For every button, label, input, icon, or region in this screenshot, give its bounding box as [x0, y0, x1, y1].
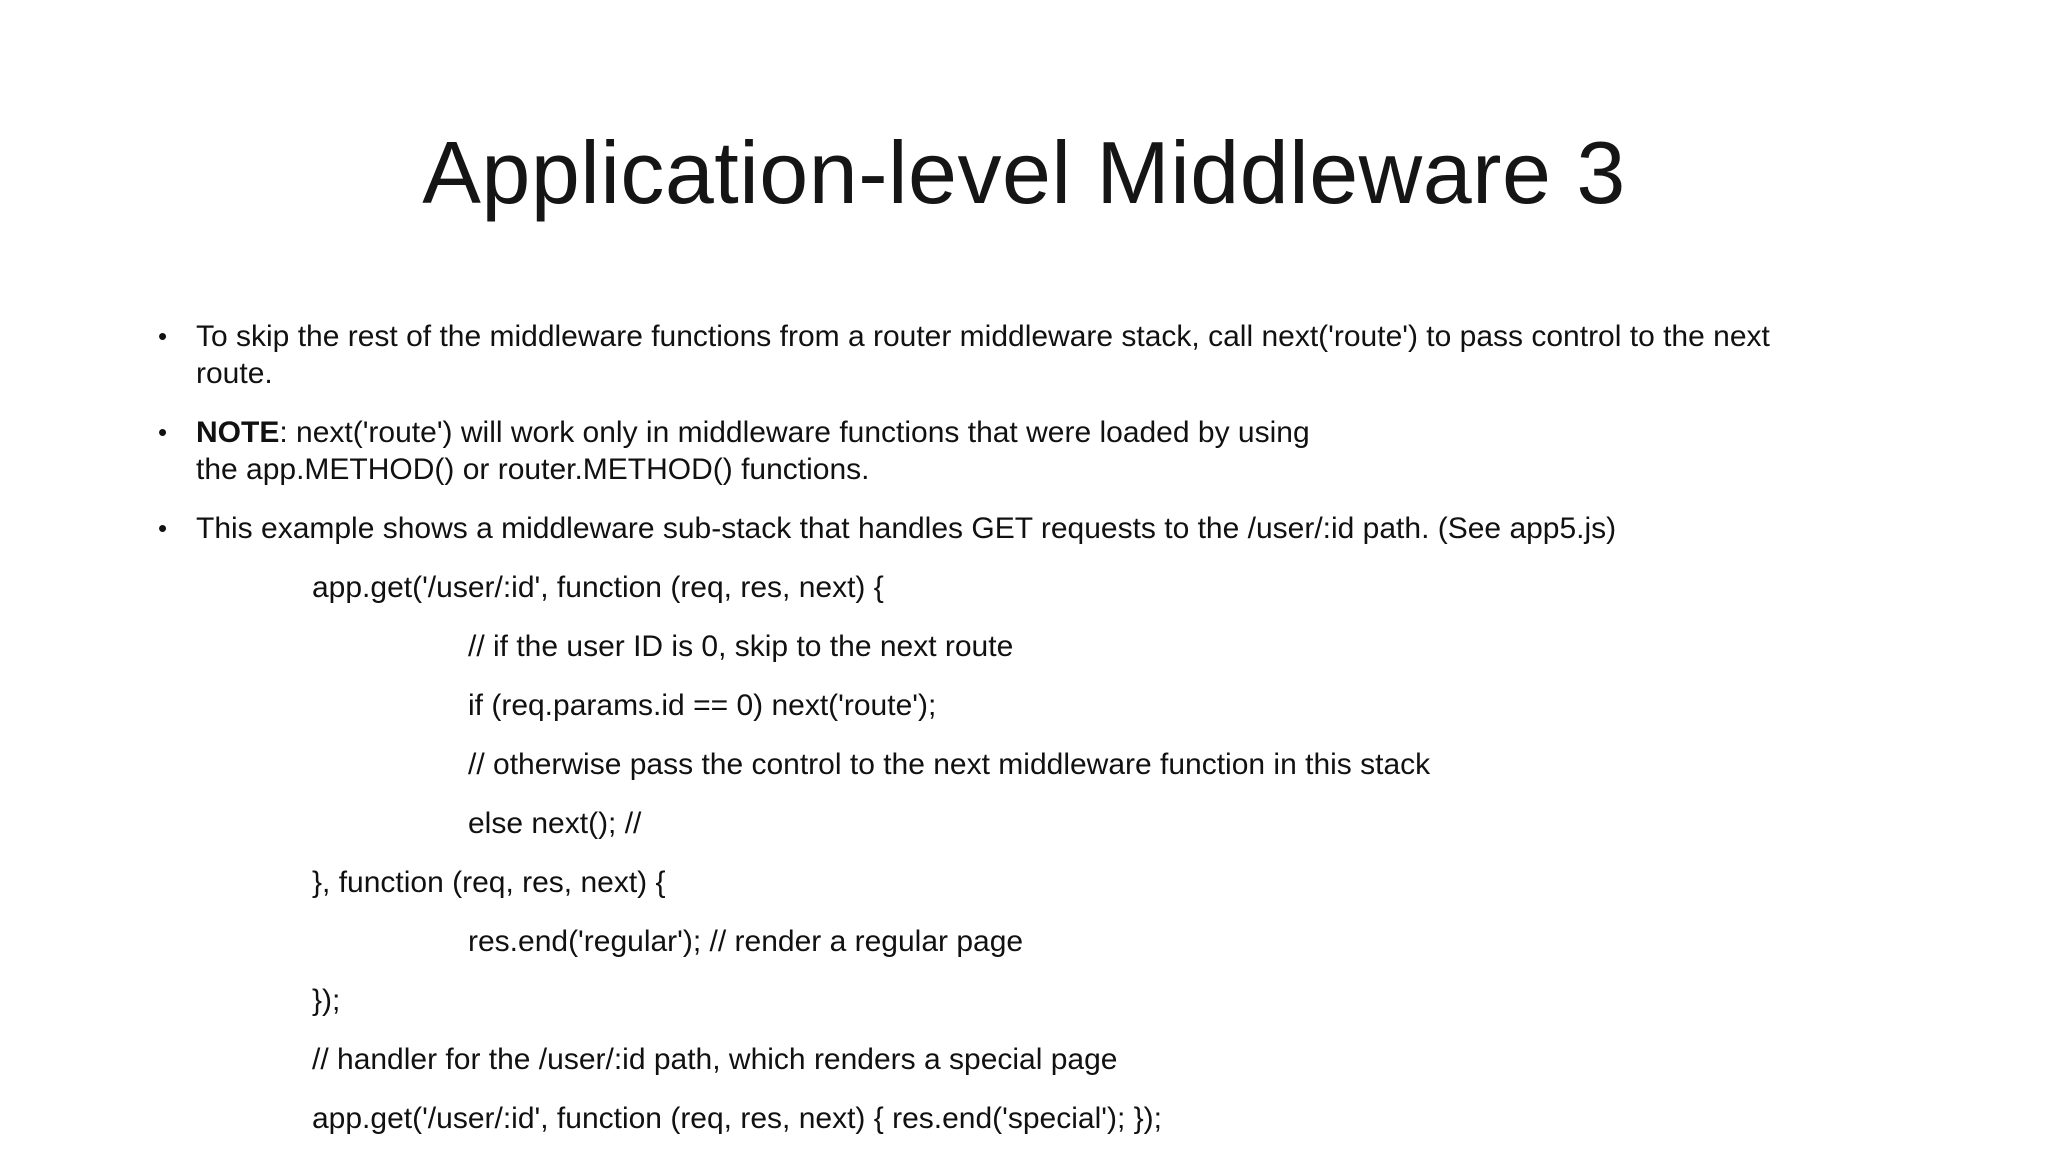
note-label: NOTE: [196, 416, 280, 449]
code-line: if (req.params.id == 0) next('route');: [468, 689, 937, 722]
slide-title: Application-level Middleware 3: [422, 123, 1626, 222]
code-line: else next(); //: [468, 807, 642, 840]
bullet-2-line-1-text: : next('route') will work only in middleware functions that were loaded by using: [279, 416, 1310, 449]
code-line: app.get('/user/:id', function (req, res, next) { res.end('special'); });: [312, 1102, 1162, 1135]
bullet-marker: •: [158, 417, 168, 447]
code-line: res.end('regular'); // render a regular page: [468, 925, 1024, 958]
code-line: // if the user ID is 0, skip to the next route: [468, 630, 1014, 663]
bullet-2-line-1: [196, 414, 1916, 451]
code-line: // handler for the /user/:id path, which renders a special page: [312, 1043, 1118, 1076]
code-line: app.get('/user/:id', function (req, res, next) {: [312, 571, 884, 604]
code-line: }, function (req, res, next) {: [312, 866, 666, 899]
bullet-2-line-2: the app.METHOD() or router.METHOD() functions.: [196, 453, 870, 486]
code-line: });: [312, 984, 341, 1017]
bullet-marker: •: [158, 513, 168, 543]
bullet-3-line-1: This example shows a middleware sub-stack that handles GET requests to the /user/:id path. (See app5.js): [196, 512, 1617, 545]
bullet-1-line-2: route.: [196, 357, 273, 390]
bullet-marker: •: [158, 321, 168, 351]
code-line: // otherwise pass the control to the next middleware function in this stack: [468, 748, 1431, 781]
bullet-1-line-1: To skip the rest of the middleware functions from a router middleware stack, call next('route') to pass control to the next: [196, 320, 1770, 353]
